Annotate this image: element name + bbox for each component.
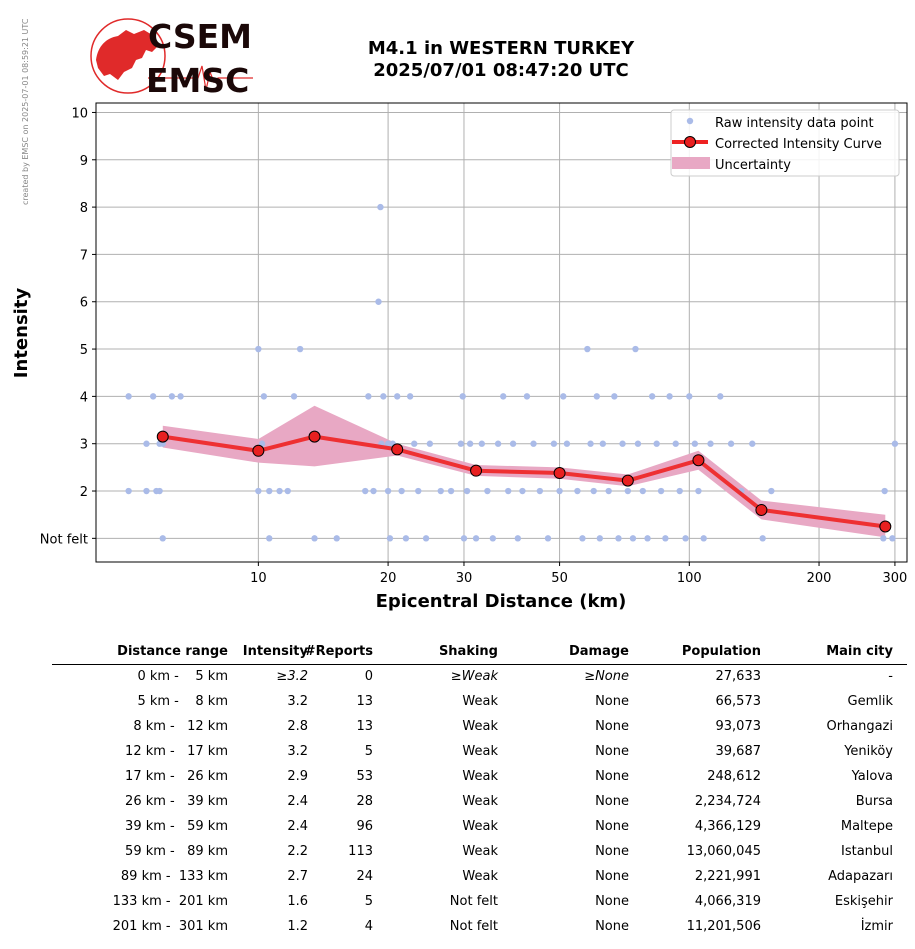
- column-header: Population: [681, 644, 761, 659]
- raw-point: [701, 535, 707, 541]
- legend-label: Raw intensity data point: [715, 116, 874, 131]
- curve-marker: [693, 455, 704, 466]
- table-cell: Bursa: [855, 794, 893, 809]
- table-cell: None: [595, 844, 629, 859]
- raw-point: [407, 393, 413, 399]
- raw-point: [479, 441, 485, 447]
- table-cell: Orhangazi: [826, 719, 893, 734]
- raw-point: [150, 393, 156, 399]
- raw-point: [484, 488, 490, 494]
- intensity-chart: [0, 96, 915, 616]
- table-cell: 66,573: [715, 694, 761, 709]
- raw-point: [415, 488, 421, 494]
- table-row: [52, 715, 907, 740]
- table-row: [52, 865, 907, 890]
- table-cell: 2.4: [287, 819, 308, 834]
- table-cell: 28: [356, 794, 373, 809]
- table-cell: None: [595, 869, 629, 884]
- table-header: [52, 640, 907, 665]
- raw-point: [611, 393, 617, 399]
- raw-point: [587, 441, 593, 447]
- legend-label: Uncertainty: [715, 158, 791, 173]
- column-header: Main city: [826, 644, 893, 659]
- raw-point: [632, 346, 638, 352]
- raw-point: [169, 393, 175, 399]
- table-cell: Gemlik: [847, 694, 893, 709]
- raw-point: [255, 488, 261, 494]
- curve-marker: [756, 504, 767, 515]
- table-cell: 113: [348, 844, 373, 859]
- raw-point: [695, 488, 701, 494]
- table-cell: 3.2: [287, 694, 308, 709]
- raw-point: [560, 393, 566, 399]
- raw-point: [519, 488, 525, 494]
- table-cell: 2.9: [287, 769, 308, 784]
- raw-point: [467, 441, 473, 447]
- raw-point: [276, 488, 282, 494]
- table-cell: 4,366,129: [694, 819, 761, 834]
- table-cell: İzmir: [860, 919, 893, 934]
- column-header: Damage: [568, 644, 629, 659]
- raw-point: [579, 535, 585, 541]
- raw-point: [403, 535, 409, 541]
- table-cell: 96: [356, 819, 373, 834]
- raw-point: [160, 535, 166, 541]
- table-cell: 201 km - 301 km: [112, 919, 228, 934]
- table-cell: 5: [364, 744, 373, 759]
- raw-point: [545, 535, 551, 541]
- table-cell: 2.7: [287, 869, 308, 884]
- table-cell: None: [595, 794, 629, 809]
- raw-point: [377, 204, 383, 210]
- raw-point: [880, 535, 886, 541]
- table-cell: 17 km - 26 km: [125, 769, 228, 784]
- raw-point: [365, 393, 371, 399]
- raw-point: [495, 441, 501, 447]
- raw-point: [551, 441, 557, 447]
- table-row: [52, 690, 907, 715]
- raw-point: [490, 535, 496, 541]
- table-cell: Maltepe: [840, 819, 893, 834]
- raw-point: [662, 535, 668, 541]
- curve-marker: [471, 465, 482, 476]
- table-cell: -: [888, 669, 893, 684]
- curve-marker: [392, 444, 403, 455]
- raw-point: [461, 535, 467, 541]
- table-row: [52, 740, 907, 765]
- x-tick-label: 200: [806, 571, 832, 586]
- table-row: [52, 790, 907, 815]
- raw-point: [594, 393, 600, 399]
- table-cell: 11,201,506: [686, 919, 761, 934]
- curve-marker: [554, 468, 565, 479]
- raw-point: [881, 488, 887, 494]
- table-cell: 24: [356, 869, 373, 884]
- raw-point: [261, 393, 267, 399]
- table-cell: Istanbul: [840, 844, 893, 859]
- x-ticks: [250, 562, 907, 586]
- table-cell: None: [595, 919, 629, 934]
- title-datetime: 2025/07/01 08:47:20 UTC: [373, 60, 629, 81]
- column-header: #Reports: [304, 644, 373, 659]
- y-tick-label: 5: [79, 343, 88, 359]
- logo-text-csem: CSEM: [148, 17, 252, 56]
- legend: [671, 110, 899, 176]
- y-tick-label: 8: [79, 201, 88, 217]
- table-cell: 12 km - 17 km: [125, 744, 228, 759]
- x-tick-label: 10: [250, 571, 267, 586]
- table-cell: 53: [356, 769, 373, 784]
- raw-point: [362, 488, 368, 494]
- raw-point: [625, 488, 631, 494]
- table-cell: None: [595, 694, 629, 709]
- creation-note: created by EMSC on 2025-07-01 08:59:21 UTC: [21, 18, 30, 205]
- raw-point: [524, 393, 530, 399]
- raw-point: [537, 488, 543, 494]
- y-ticks: [40, 106, 96, 547]
- table-cell: Adapazarı: [828, 869, 893, 884]
- y-tick-label: 9: [79, 153, 88, 169]
- table-cell: 5: [364, 894, 373, 909]
- table-cell: 2,221,991: [694, 869, 761, 884]
- raw-point: [311, 535, 317, 541]
- curve-marker: [880, 521, 891, 532]
- raw-point: [156, 488, 162, 494]
- table-cell: 0 km - 5 km: [137, 669, 228, 684]
- legend-curve-marker: [685, 137, 696, 148]
- raw-point: [600, 441, 606, 447]
- raw-point: [125, 488, 131, 494]
- raw-point: [423, 535, 429, 541]
- raw-point: [615, 535, 621, 541]
- raw-point: [686, 393, 692, 399]
- y-axis-label: Intensity: [11, 287, 32, 379]
- table-cell: 248,612: [707, 769, 761, 784]
- table-cell: 2,234,724: [694, 794, 761, 809]
- raw-point: [556, 488, 562, 494]
- raw-point: [500, 393, 506, 399]
- table-row: [52, 840, 907, 865]
- table-cell: 0: [364, 669, 373, 684]
- table-cell: Eskişehir: [834, 894, 893, 909]
- raw-point: [682, 535, 688, 541]
- raw-point: [427, 441, 433, 447]
- raw-point: [597, 535, 603, 541]
- raw-point: [749, 441, 755, 447]
- raw-point: [619, 441, 625, 447]
- table-cell: 26 km - 39 km: [125, 794, 228, 809]
- table-cell: 133 km - 201 km: [112, 894, 228, 909]
- x-tick-label: 30: [455, 571, 473, 586]
- table-row: [52, 815, 907, 840]
- table-cell: 93,073: [715, 719, 761, 734]
- table-cell: 2.2: [287, 844, 308, 859]
- raw-point: [380, 393, 386, 399]
- raw-point: [889, 535, 895, 541]
- table-cell: Yalova: [851, 769, 893, 784]
- table-cell: 1.6: [287, 894, 308, 909]
- table-cell: Weak: [462, 869, 498, 884]
- table-cell: 13,060,045: [686, 844, 761, 859]
- title-event: M4.1 in WESTERN TURKEY: [367, 38, 635, 59]
- raw-point: [515, 535, 521, 541]
- y-tick-label: 4: [79, 390, 88, 406]
- raw-point: [291, 393, 297, 399]
- table-row: [52, 765, 907, 790]
- table-cell: 8 km - 12 km: [133, 719, 228, 734]
- raw-point: [458, 441, 464, 447]
- raw-point: [666, 393, 672, 399]
- raw-point: [398, 488, 404, 494]
- y-tick-label: 6: [79, 295, 88, 311]
- raw-point: [649, 393, 655, 399]
- raw-point: [177, 393, 183, 399]
- y-tick-label: 3: [79, 437, 88, 453]
- table-cell: 3.2: [287, 744, 308, 759]
- table-cell: 39 km - 59 km: [125, 819, 228, 834]
- raw-point: [375, 299, 381, 305]
- raw-point: [768, 488, 774, 494]
- raw-point: [505, 488, 511, 494]
- table-cell: Weak: [462, 694, 498, 709]
- table-cell: ≥3.2: [276, 669, 308, 684]
- column-header: Shaking: [438, 644, 498, 659]
- legend-band-swatch: [672, 157, 710, 169]
- table-cell: Weak: [462, 769, 498, 784]
- legend-raw-swatch: [687, 118, 693, 124]
- raw-point: [385, 488, 391, 494]
- x-tick-label: 50: [551, 571, 568, 586]
- raw-point: [285, 488, 291, 494]
- table-cell: Weak: [462, 744, 498, 759]
- raw-point: [892, 441, 898, 447]
- y-tick-label: 10: [71, 106, 88, 122]
- table-cell: None: [595, 744, 629, 759]
- table-cell: Weak: [462, 819, 498, 834]
- raw-point: [635, 441, 641, 447]
- raw-point: [266, 488, 272, 494]
- raw-point: [605, 488, 611, 494]
- raw-point: [644, 535, 650, 541]
- table-cell: None: [595, 819, 629, 834]
- table-cell: 89 km - 133 km: [120, 869, 228, 884]
- raw-point: [394, 393, 400, 399]
- table-row: [52, 915, 907, 940]
- table-row: [52, 665, 907, 690]
- table-cell: Not felt: [449, 919, 498, 934]
- raw-point: [143, 441, 149, 447]
- raw-point: [673, 441, 679, 447]
- legend-label: Corrected Intensity Curve: [715, 137, 882, 152]
- x-tick-label: 100: [676, 571, 702, 586]
- table-cell: 4: [364, 919, 373, 934]
- table-cell: 5 km - 8 km: [137, 694, 228, 709]
- table-cell: 59 km - 89 km: [125, 844, 228, 859]
- table-cell: 2.4: [287, 794, 308, 809]
- table-cell: 4,066,319: [694, 894, 761, 909]
- table-cell: Weak: [462, 719, 498, 734]
- table-cell: ≥None: [584, 669, 629, 684]
- raw-point: [677, 488, 683, 494]
- y-tick-label: Not felt: [39, 532, 88, 548]
- raw-point: [387, 535, 393, 541]
- raw-point: [574, 488, 580, 494]
- raw-point: [692, 441, 698, 447]
- table-cell: 39,687: [715, 744, 761, 759]
- raw-point: [707, 441, 713, 447]
- raw-point: [717, 393, 723, 399]
- table-cell: 27,633: [715, 669, 761, 684]
- raw-point: [125, 393, 131, 399]
- raw-point: [143, 488, 149, 494]
- curve-marker: [309, 431, 320, 442]
- raw-point: [411, 441, 417, 447]
- raw-point: [630, 535, 636, 541]
- y-tick-label: 7: [79, 248, 88, 264]
- raw-point: [464, 488, 470, 494]
- table-cell: None: [595, 719, 629, 734]
- table-cell: Weak: [462, 794, 498, 809]
- table-cell: 13: [356, 694, 373, 709]
- table-cell: 13: [356, 719, 373, 734]
- chart-title: [280, 38, 722, 82]
- curve-marker: [622, 475, 633, 486]
- table-row: [52, 890, 907, 915]
- table-cell: Weak: [462, 844, 498, 859]
- raw-point: [255, 346, 261, 352]
- logo-text-emsc: EMSC: [146, 61, 250, 100]
- y-tick-label: 2: [79, 485, 88, 501]
- csem-emsc-logo: [88, 16, 258, 100]
- table-cell: Not felt: [449, 894, 498, 909]
- raw-point: [584, 346, 590, 352]
- table-cell: None: [595, 769, 629, 784]
- raw-point: [728, 441, 734, 447]
- raw-point: [460, 393, 466, 399]
- table-cell: 2.8: [287, 719, 308, 734]
- table-cell: None: [595, 894, 629, 909]
- curve-marker: [157, 431, 168, 442]
- x-axis-label: Epicentral Distance (km): [375, 591, 627, 612]
- raw-point: [530, 441, 536, 447]
- raw-point: [473, 535, 479, 541]
- table-cell: Yeniköy: [844, 744, 893, 759]
- raw-point: [658, 488, 664, 494]
- raw-point: [370, 488, 376, 494]
- column-header: Distance range: [117, 644, 228, 659]
- table-cell: ≥Weak: [450, 669, 498, 684]
- raw-point: [653, 441, 659, 447]
- curve-marker: [253, 445, 264, 456]
- raw-point: [640, 488, 646, 494]
- column-header: Intensity: [242, 644, 308, 659]
- raw-point: [438, 488, 444, 494]
- raw-point: [564, 441, 570, 447]
- raw-point: [297, 346, 303, 352]
- x-tick-label: 20: [379, 571, 397, 586]
- x-tick-label: 300: [882, 571, 908, 586]
- raw-point: [266, 535, 272, 541]
- raw-point: [510, 441, 516, 447]
- table-cell: 1.2: [287, 919, 308, 934]
- raw-point: [591, 488, 597, 494]
- intensity-table: [52, 640, 907, 940]
- raw-point: [448, 488, 454, 494]
- raw-point: [759, 535, 765, 541]
- raw-point: [334, 535, 340, 541]
